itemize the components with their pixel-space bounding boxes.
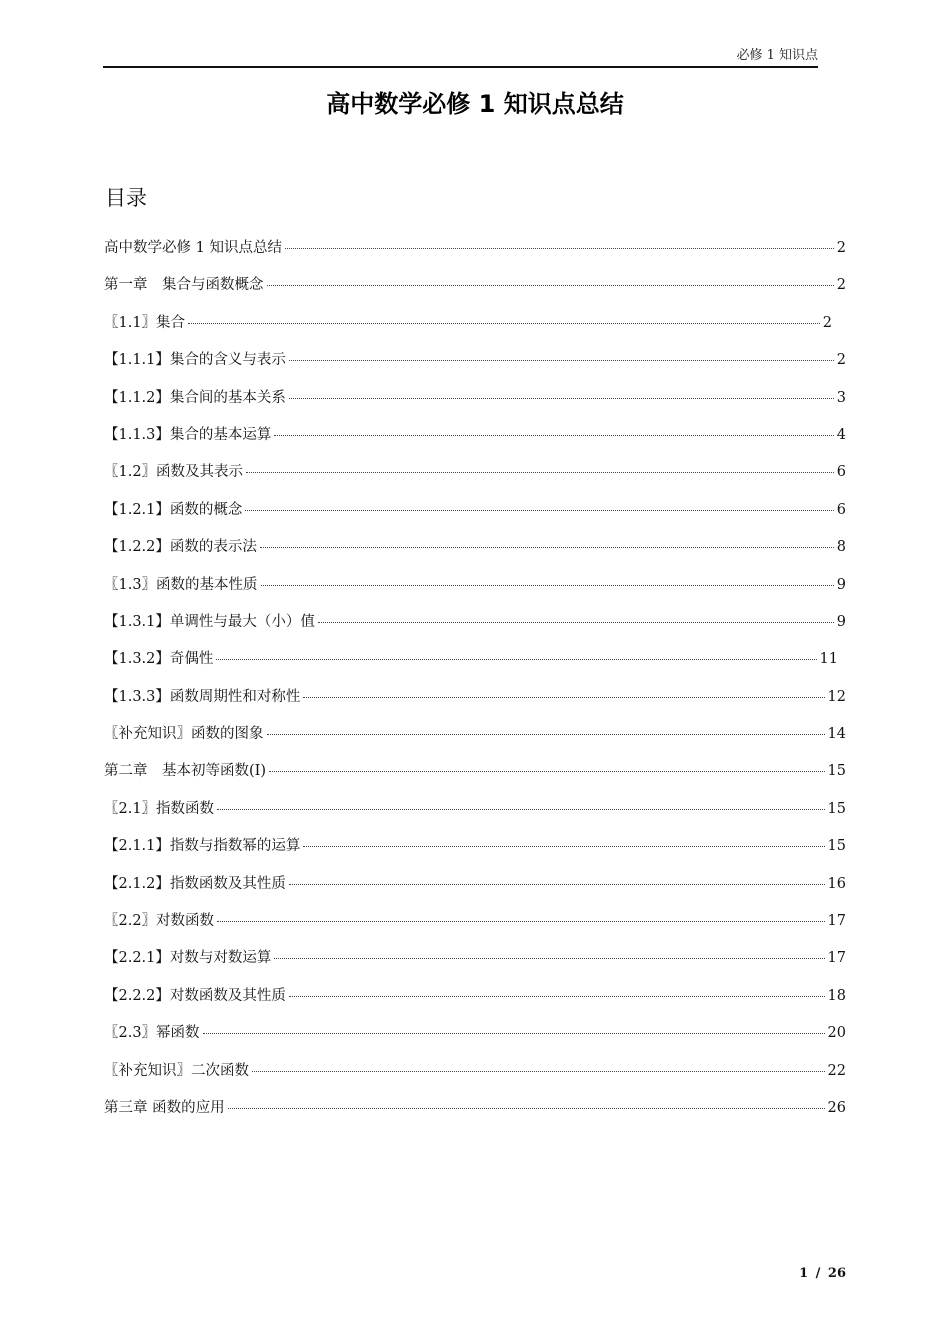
toc-entry-label: 第一章 集合与函数概念 [104,277,264,294]
toc-page-number: 2 [822,314,832,331]
toc-page-number: 14 [827,726,846,743]
dot-leader [318,622,834,623]
dot-leader [261,585,834,586]
toc-entry[interactable] [104,1096,846,1133]
toc-entry-label: 【1.3.1】单调性与最大（小）值 [104,613,315,630]
dot-leader [216,659,816,660]
dot-leader [267,285,834,286]
dot-leader [274,435,833,436]
toc-entry-label: 【1.2.2】函数的表示法 [104,539,257,556]
toc-page-number: 18 [827,987,846,1004]
toc-entry-label: 【1.2.1】函数的概念 [104,501,243,518]
toc-entry-label: 【1.1.2】集合间的基本关系 [104,389,286,406]
toc-entry[interactable] [104,759,846,796]
toc-page-number: 12 [827,688,846,705]
toc-entry[interactable] [104,423,846,460]
dot-leader [188,323,820,324]
toc-page-number: 26 [827,1099,846,1116]
toc-page-number: 2 [836,277,846,294]
toc-page-number: 15 [827,763,846,780]
dot-leader [289,996,825,997]
toc-entry-label: 〖1.2〗函数及其表示 [104,464,244,481]
toc-entry[interactable] [104,797,846,834]
toc-entry[interactable] [104,236,846,273]
page-number-footer: 1 / 26 [799,1266,846,1281]
toc-entry-label: 〖1.1〗集合 [104,314,186,331]
toc-page-number: 9 [836,576,846,593]
dot-leader [289,884,825,885]
dot-leader [203,1033,825,1034]
toc-entry[interactable] [104,984,846,1021]
toc-entry-label: 第三章 函数的应用 [104,1099,225,1116]
table-of-contents [104,236,846,1133]
toc-entry[interactable] [104,909,846,946]
running-header: 必修 1 知识点 [736,48,818,63]
dot-leader [289,398,834,399]
toc-entry-label: 〖补充知识〗函数的图象 [104,726,264,743]
toc-entry-label: 〖2.1〗指数函数 [104,800,215,817]
toc-entry[interactable] [104,834,846,871]
toc-entry-label: 〖1.3〗函数的基本性质 [104,576,258,593]
toc-entry-label: 【2.2.2】对数函数及其性质 [104,987,286,1004]
toc-page-number: 2 [836,352,846,369]
toc-page-number: 17 [827,913,846,930]
toc-page-number: 11 [819,651,838,668]
toc-entry-label: 〖2.3〗幂函数 [104,1025,200,1042]
toc-entry[interactable] [104,498,846,535]
dot-leader [228,1108,825,1109]
dot-leader [267,734,825,735]
toc-entry[interactable] [104,946,846,983]
toc-entry[interactable] [104,872,846,909]
toc-page-number: 9 [836,613,846,630]
toc-page-number: 3 [836,389,846,406]
dot-leader [269,771,825,772]
toc-entry[interactable] [104,535,846,572]
toc-page-number: 4 [836,426,846,443]
toc-entry[interactable] [104,647,838,684]
toc-page-number: 15 [827,838,846,855]
toc-entry-label: 【2.2.1】对数与对数运算 [104,950,272,967]
dot-leader [274,958,824,959]
toc-entry-label: 高中数学必修 1 知识点总结 [104,240,282,256]
toc-entry-label: 【1.1.1】集合的含义与表示 [104,352,286,369]
dot-leader [217,921,824,922]
toc-entry-label: 〖补充知识〗二次函数 [104,1062,249,1079]
toc-page-number: 15 [827,800,846,817]
dot-leader [260,547,834,548]
dot-leader [217,809,824,810]
toc-entry[interactable] [104,311,832,348]
toc-entry[interactable] [104,722,846,759]
toc-entry[interactable] [104,348,846,385]
toc-page-number: 6 [836,501,846,518]
toc-entry[interactable] [104,685,846,722]
toc-entry[interactable] [104,460,846,497]
toc-page-number: 2 [836,240,846,256]
toc-entry[interactable] [104,386,846,423]
toc-entry[interactable] [104,1021,846,1058]
toc-entry[interactable] [104,610,846,647]
header-divider [103,66,818,68]
toc-entry-label: 【2.1.2】指数函数及其性质 [104,875,286,892]
toc-page-number: 20 [827,1025,846,1042]
toc-page-number: 16 [827,875,846,892]
dot-leader [246,472,834,473]
dot-leader [285,248,834,249]
dot-leader [303,846,824,847]
toc-page-number: 17 [827,950,846,967]
document-title: 高中数学必修 1 知识点总结 [326,90,624,118]
toc-heading: 目录 [105,186,147,210]
dot-leader [252,1071,825,1072]
toc-page-number: 22 [827,1062,846,1079]
toc-entry-label: 【1.3.3】函数周期性和对称性 [104,688,301,705]
toc-entry[interactable] [104,1059,846,1096]
toc-entry-label: 〖2.2〗对数函数 [104,913,215,930]
toc-entry-label: 【1.1.3】集合的基本运算 [104,426,272,443]
dot-leader [245,510,833,511]
toc-page-number: 8 [836,539,846,556]
dot-leader [303,697,824,698]
toc-entry[interactable] [104,273,846,310]
toc-entry-label: 【2.1.1】指数与指数幂的运算 [104,838,301,855]
toc-entry-label: 【1.3.2】奇偶性 [104,651,214,668]
toc-entry[interactable] [104,573,846,610]
toc-entry-label: 第二章 基本初等函数(Ⅰ) [104,763,267,780]
toc-page-number: 6 [836,464,846,481]
dot-leader [289,360,834,361]
